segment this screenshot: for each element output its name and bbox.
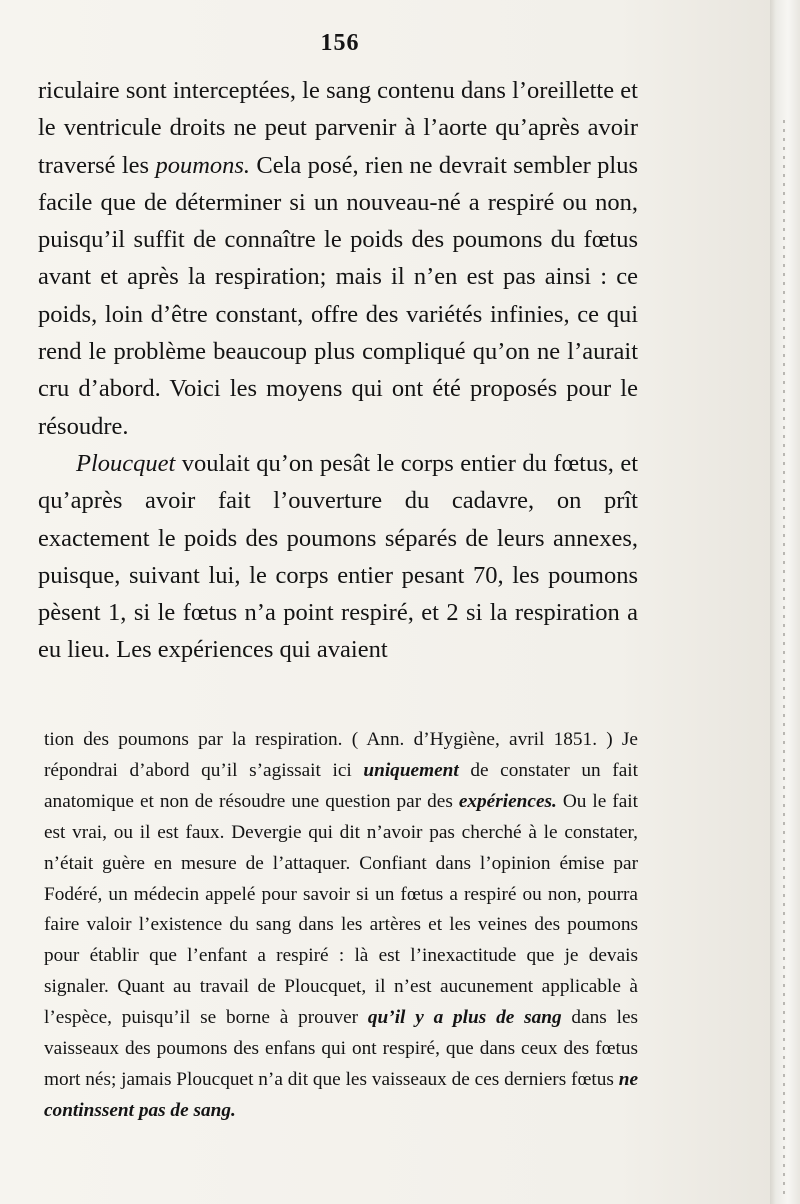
paragraph-2-text: voulait qu’on pesât le corps entier du fœtus, et qu’après avoir fait l’ouverture du cadavre, on prît exactement le poids des poumons séparés de leurs annexes, puisque, suivant lui, le corps entier pesant 70, les poumons pèsent 1, si le fœtus n’a point respiré, et 2 si la respiration a eu lieu. Les expériences qui avaient xyxy=(38,449,638,664)
paragraph-1-text-a: riculaire sont interceptées, le sang contenu dans l’oreillette et le ventricule droits ne peut parvenir à l’aorte qu’après avoir traversé les xyxy=(38,77,638,179)
page-number: 156 xyxy=(320,30,360,56)
footnote-text-b: de constater un fait anatomique et non de résoudre une question par des xyxy=(44,759,638,812)
footnote-text-d: dans les vaisseaux des poumons des enfans qui ont respiré, que dans ceux des fœtus mort nés; jamais Ploucquet n’a dit que les vaisseaux de ces derniers fœtus xyxy=(44,1007,638,1090)
paragraph-1 xyxy=(38,72,638,445)
paragraph-1-emphasis: poumons. xyxy=(155,151,251,179)
paragraph-2-emphasis: Ploucquet xyxy=(76,449,176,477)
footnote-emphasis-3: qu’il y a plus de sang xyxy=(367,1007,562,1029)
footnote-emphasis-1: uniquement xyxy=(363,759,459,781)
paragraph-2 xyxy=(38,445,638,669)
gutter-shadow-line xyxy=(783,120,785,1200)
footnote-text-a: tion des poumons par la respiration. ( Ann. d’Hygiène, avril 1851. ) Je répondrai d’abord qu’il s’agissait ici xyxy=(44,729,638,781)
main-text xyxy=(38,72,638,669)
footnote-emphasis-4: ne continssent pas de sang. xyxy=(44,1068,638,1121)
footnote xyxy=(44,725,638,1127)
footnote-paragraph xyxy=(44,725,638,1127)
paragraph-1-text-b: Cela posé, rien ne devrait sembler plus facile que de déterminer si un nouveau-né a respiré ou non, puisqu’il suffit de connaître le poids des poumons du fœtus avant et après la respiration; mais il n’en est pas ainsi : ce poids, loin d’être constant, offre des variétés infinies, ce qui rend le problème beaucoup plus compliqué qu’on ne l’aurait cru d’abord. Voici les moyens qui ont été proposés pour le résoudre. xyxy=(38,151,639,440)
page-gutter xyxy=(770,0,800,1204)
footnote-text-c: Ou le fait est vrai, ou il est faux. Devergie qui dit n’avoir pas cherché à le constater, n’était guère en mesure de l’attaquer. Confiant dans l’opinion émise par Fodéré, un médecin appelé pour savoir si un fœtus a respiré ou non, pourra faire valoir l’existence du sang dans les artères et les veines des poumons pour établir que l’enfant a respiré : là est l’inexactitude que je devais signaler. Quant au travail de Ploucquet, il n’est aucunement applicable à l’espèce, puisqu’il se borne à prouver xyxy=(44,790,638,1029)
footnote-emphasis-2: expériences. xyxy=(458,790,557,812)
